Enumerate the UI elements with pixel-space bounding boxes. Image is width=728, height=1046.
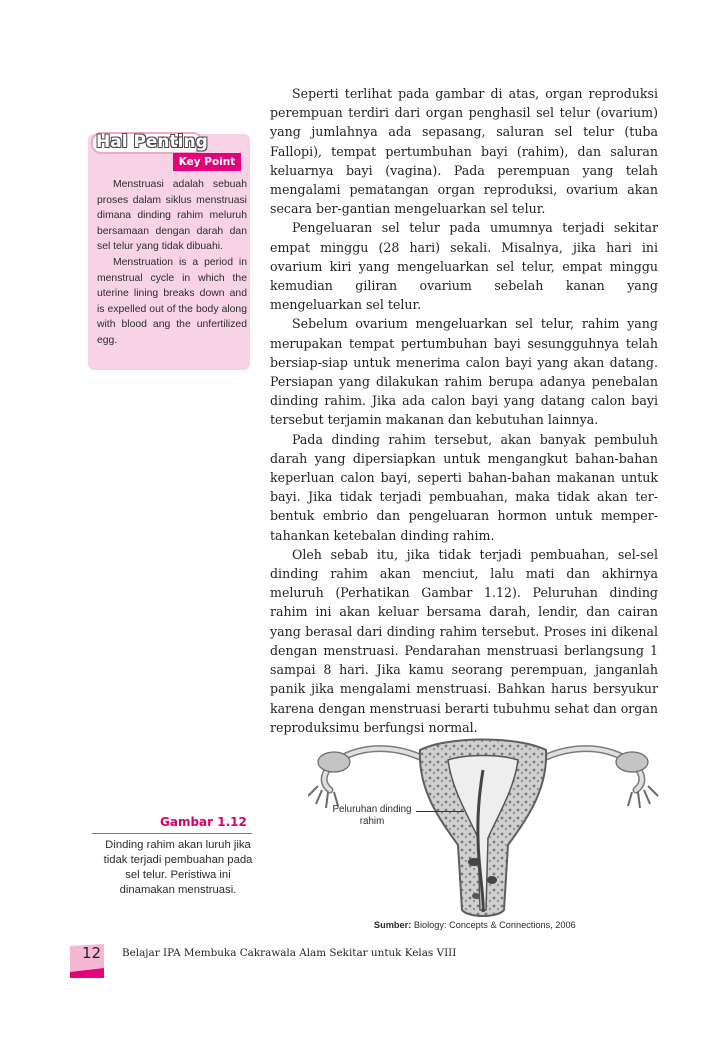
main-text [270, 84, 658, 737]
figure-caption-title: Gambar 1.12 [160, 815, 247, 829]
key-point-text-en: Menstruation is a period in menstrual cycle in which the uterine lining breaks down and is expelled out of the body along with blood ang the unfertilized egg. [97, 256, 247, 346]
label-leader-line [416, 811, 464, 812]
figure-caption-text: Dinding rahim akan luruh jika tidak terjadi pembuahan pada sel telur. Peristiwa ini dinamakan menstruasi. [103, 839, 253, 896]
right-ovary [616, 752, 648, 772]
page-number: 12 [82, 944, 102, 962]
figure-source [374, 920, 576, 930]
left-ovary [318, 752, 350, 772]
figure-label: Peluruhan dinding rahim [332, 804, 412, 827]
key-point-body [97, 177, 247, 349]
source-text: Biology: Concepts & Connections, 2006 [413, 920, 576, 930]
paragraph: Pengeluaran sel telur pada umumnya terjadi sekitar empat minggu (28 hari) sekali. Misalnya, jika hari ini ovarium kiri yang mengeluarkan sel telur, empat minggu kemudian giliran ovarium sebelah kanan yang mengeluarkan sel telur. [270, 220, 658, 313]
paragraph: Seperti terlihat pada gambar di atas, organ reproduksi perempuan terdiri dari organ penghasil sel telur (ovarium) yang jumlahnya ada sepasang, saluran sel telur (tuba Fallopi), tempat pertumbuhan bayi (rahim), dan saluran keluarnya bayi (vagina). Pada perempuan yang telah mengalami pematangan organ reproduksi, ovarium akan secara ber-gantian mengeluarkan sel telur. [270, 86, 658, 217]
source-label: Sumber: [374, 920, 412, 930]
paragraph: Sebelum ovarium mengeluarkan sel telur, rahim yang merupakan tempat pertumbuhan bayi sesungguhnya telah bersiap-siap untuk menerima calon bayi yang akan datang. Persiapan yang dilakukan rahim berupa adanya penebalan dinding rahim. Jika ada calon bayi yang datang calon bayi tersebut terjamin makanan dan kebutuhan lainnya. [270, 316, 658, 428]
paragraph: Pada dinding rahim tersebut, akan banyak pembuluh darah yang dipersiapkan untuk mengangkut bahan-bahan keperluan calon bayi, seperti bahan-bahan makanan untuk bayi. Jika tidak terjadi pembuahan, maka tidak akan ter-bentuk embrio dan pengeluaran hormon untuk memper-tahankan ketebalan dinding rahim. [270, 431, 658, 543]
running-footer: Belajar IPA Membuka Cakrawala Alam Sekitar untuk Kelas VIII [122, 947, 457, 959]
caption-divider [92, 833, 252, 834]
paragraph: Oleh sebab itu, jika tidak terjadi pembuahan, sel-sel dinding rahim akan menciut, lalu mati dan akhirnya meluruh (Perhatikan Gambar 1.12). Peluruhan dinding rahim ini akan keluar bersama darah, lendir, dan cairan yang berasal dari dinding rahim tersebut. Proses ini dikenal dengan menstruasi. Pendarahan menstruasi berlangsung 1 sampai 8 hari. Jika kamu seorang perempuan, janganlah panik jika mengalami menstruasi. Bahkan harus bersyukur karena dengan menstruasi berarti tubuhmu sehat dan organ reproduksimu berfungsi normal. [270, 546, 658, 735]
key-point-title: Hal Penting [96, 132, 208, 152]
key-point-text-id: Menstruasi adalah sebuah proses dalam siklus menstruasi dimana dinding rahim meluruh bersamaan dengan darah dan sel telur yang tidak dibuahi. [97, 179, 247, 253]
key-point-badge: Key Point [173, 153, 241, 171]
